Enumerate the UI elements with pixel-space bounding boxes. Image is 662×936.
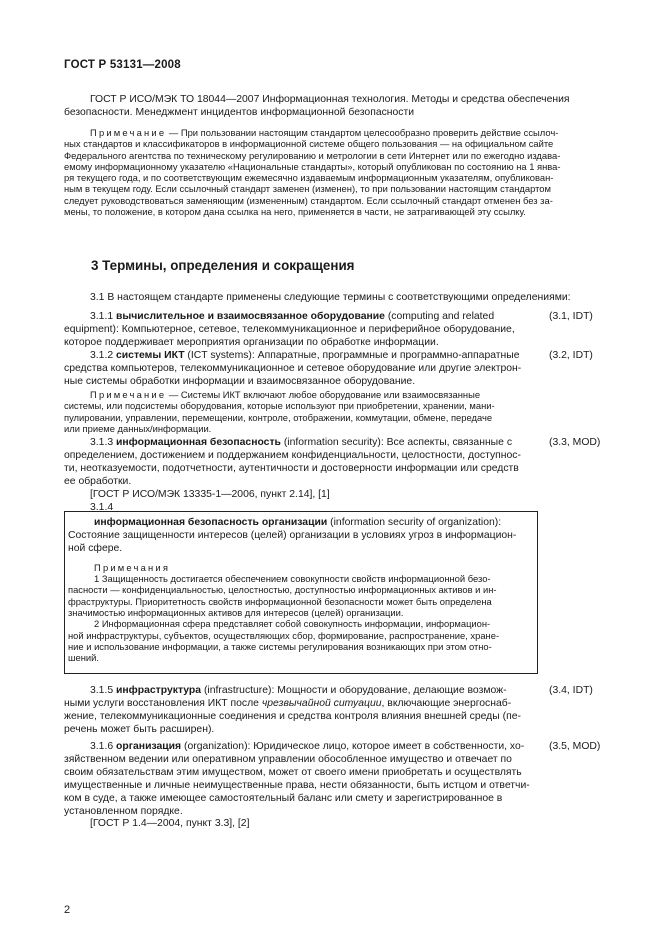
notes-label: Примечания xyxy=(94,561,171,573)
term-ref-3-1-6: (3.5, MOD) xyxy=(549,741,601,752)
note-text: — При пользовании настоящим стандартом целесообразно проверить действие ссылоч- xyxy=(166,127,559,138)
term-number: 3.1.4 xyxy=(90,501,114,513)
note-line: ря текущего года, и по соответствующим ежемесячно издаваемым информационным указателям, опубликован- xyxy=(64,172,554,184)
term-ref-3-1-1: (3.1, IDT) xyxy=(549,311,593,322)
term-3-1-6: 3.1.6 организация (organization): Юридическое лицо, которое имеет в собственности, хо- зяйственном ведении или оперативном управлении обособленное имущество и отвечает по своим обязательствам этим имуществом, может от своего имени приобретать и осуществлять имущественные и личные неимущественные права, нести обязанности, быть истцом и ответчи- ком в суде, а также имеющее самостоятельный баланс или смету и зарегистрированное в установленном порядке. [ГОСТ Р 1.4—2004, пункт 3.3], [2] xyxy=(64,741,538,831)
section-heading: 3 Термины, определения и сокращения xyxy=(91,258,355,273)
term-ref-3-1-5: (3.4, IDT) xyxy=(549,685,593,696)
term-3-1-2: 3.1.2 системы ИКТ (ICT systems): Аппаратные, программные и программно-аппаратные средства компьютеров, телекоммуникационное и сетевое оборудование или другие электрон- ные системы обработки информации и взаимосвязанное оборудование. xyxy=(64,350,522,387)
note-line: Федерального агентства по техническому регулированию и метрологии в сети Интернет или по ежегодно издава- xyxy=(64,149,561,161)
note-paragraph xyxy=(64,127,600,217)
term-reference-italic: чрезвычайной ситуации xyxy=(261,697,382,709)
note-line: ным в текущем году. Если ссылочный стандарт заменен (изменен), то при пользовании настоящим стандартом xyxy=(64,183,551,195)
term-3-1-1: 3.1.1 вычислительное и взаимосвязанное оборудование (computing and related equipment): Компьютерное, сетевое, телекоммуникационное и периферийное оборудование, которое поддерживает мероприятия организации по обработке информации. xyxy=(64,311,515,348)
note-line: мены, то положение, в котором дана ссылка на него, применяется в части, не затрагивающей эту ссылку. xyxy=(64,206,526,218)
page-number: 2 xyxy=(64,904,71,916)
ref-line: ГОСТ Р ИСО/МЭК ТО 18044—2007 Информационная технология. Методы и средства обеспечения xyxy=(90,94,570,105)
ref-line: безопасности. Менеджмент инцидентов информационной безопасности xyxy=(64,106,415,118)
note-label: Примечание xyxy=(90,389,167,400)
intro-paragraph: 3.1 В настоящем стандарте применены следующие термины с соответствующими определениями: xyxy=(90,292,571,303)
note-label: Примечание xyxy=(90,127,167,138)
note-line: ных стандартов и классификаторов в информационной системе общего пользования — на официальном сайте xyxy=(64,138,554,150)
note-line: следует руководствоваться заменяющим (измененным) стандартом. Если ссылочный стандарт отменен без за- xyxy=(64,194,553,206)
term-source: [ГОСТ Р ИСО/МЭК 13335-1—2006, пункт 2.14], [1] xyxy=(90,488,330,500)
term-ref-3-1-3: (3.3, MOD) xyxy=(549,437,601,448)
term-name: системы ИКТ xyxy=(116,350,185,361)
term-name: инфраструктура xyxy=(116,685,202,696)
term-box-content: информационная безопасность организации (information security of organization): Состояние защищенности интересов (целей) организации в условиях угроз в информацион- ной сфере. Примечания 1 Защищенность достигается обеспечением совокупности свойств информационной безо- пасности — конфиденциальностью, целостностью, доступностью информационных активов и ин- фраструктуры. Приоритетность свойств информационной безопасности может быть определена значимостью информационных активов для интересов (целей) организации. 2 Информационная сфера представляет собой совокупность информации, информацион- ной инфраструктуры, субъектов, осуществляющих сбор, формирование, распространение, хране- ние и использование информации, а также системы регулирования возникающих при этом отно- шений. xyxy=(68,517,517,664)
term-3-1-5: 3.1.5 инфраструктура (infrastructure): Мощности и оборудование, делающие возмож- ными услуги восстановления ИКТ после чрезвычайной ситуации, включающие энергоснаб- жение, телекоммуникационные соединения и средства контроля влияния внешней среды (пе- речень может быть расширен). xyxy=(64,685,521,735)
normative-reference xyxy=(64,94,600,120)
term-source: [ГОСТ Р 1.4—2004, пункт 3.3], [2] xyxy=(90,818,250,830)
standard-number: ГОСТ Р 53131—2008 xyxy=(64,59,181,71)
term-ref-3-1-2: (3.2, IDT) xyxy=(549,350,593,361)
term-name: организация xyxy=(116,741,182,752)
term-name: информационная безопасность xyxy=(116,437,281,448)
note-paragraph: Примечание — Системы ИКТ включают любое оборудование или взаимосвязанные системы, или подсистемы оборудования, которые используют при приобретении, хранении, мани- пулировании, управлении, перемещении, контроле, отображении, коммутации, обмене, передаче или приеме данных/информации. xyxy=(64,389,495,434)
term-3-1-3: 3.1.3 информационная безопасность (information security): Все аспекты, связанные с определением, достижением и поддержанием конфиденциальности, целостности, доступнос- ти, неотказуемости, подотчетности, аутентичности и достоверности информации или средств ее обработки. [ГОСТ Р ИСО/МЭК 13335-1—2006, пункт 2.14], [1] 3.1.4 xyxy=(64,437,538,514)
term-name: информационная безопасность организации xyxy=(94,517,328,528)
note-line: емому информационному указателю «Национальные стандарты», который опубликован по состоянию на 1 янва- xyxy=(64,160,561,172)
term-name: вычислительное и взаимосвязанное оборудование xyxy=(116,311,385,322)
